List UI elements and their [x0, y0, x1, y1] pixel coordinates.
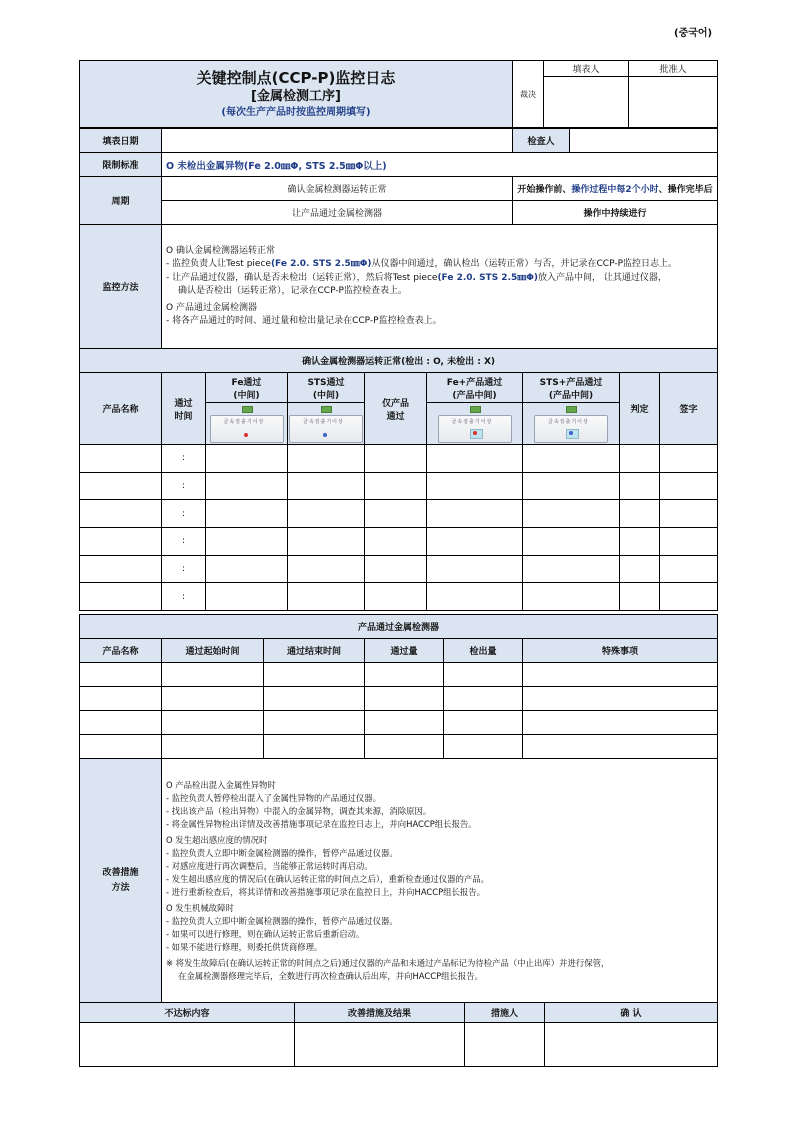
header-table	[79, 60, 718, 128]
approval-label: 裁决	[513, 61, 544, 128]
col-sts-product: STS+产品通过 (产品中间)	[523, 373, 620, 403]
col-fe: Fe通过 (中间)	[206, 373, 288, 403]
improve-body: O 产品检出混入金属性异物时 - 监控负责人暂停检出混入了金属性异物的产品通过仪器。 - 找出该产品（检出异物）中混入的金属异物，调查其来源，消除原因。 - 将金属性异物检出详情及改善措施事项记录在监控日志上，并向HACCP组长报告。 O 发生超出感应度的情况时 - 监控负责人立即中断金属检测器的操作，暂停产品通过仪器。 - 对感应度进行再次调整后，当能够正常运转时再启动。 - 发生超出感应度的情况后(在确认运转正常的时间点之后），重新检查通过仪器的产品。 - 进行重新检查后，将其详情和改善措施事项记录在监控日上，并向HACCP组长报告。 O 发生机械故障时 - 监控负责人立即中断金属检测器的操作，暂停产品通过仪器。 - 如果可以进行修理，则在确认运转正常后重新启动。 - 如果不能进行修理，则委托供货商修理。 ※ 将发生故障后(在确认运转正常的时间点之后)通过仪器的产品和未通过产品标记为待检产品（中止出库）并进行保管， 在金属检测器修理完毕后，全数进行再次检查确认后出库，并向HACCP组长报告。	[162, 759, 718, 1003]
sts-device-illustration: 금속검출기이상	[288, 403, 365, 445]
action-field[interactable]	[295, 1023, 465, 1067]
cycle-freq-2: 操作中持续进行	[513, 201, 718, 225]
confirm-field[interactable]	[545, 1023, 718, 1067]
table-row: :	[80, 472, 718, 500]
improve-table	[79, 758, 718, 1003]
fe-product-device-illustration: 금속검출기이상	[427, 403, 523, 445]
issue-field[interactable]	[80, 1023, 295, 1067]
filler-label: 填表人	[544, 61, 629, 77]
method-body: O 确认金属检测器运转正常 - 监控负责人让Test piece(Fe 2.0. STS 2.5㎜Φ)从仪器中间通过，确认检出（运转正常）与否，并记录在CCP-P监控日志上。 - 让产品通过仪器，确认是否未检出（运转正常），然后将Test piece(Fe 2.0. STS 2.5㎜Φ)放入产品中间， 让其通过仪器， 确认是否检出（运转正常），记录在CCP-P监控检查表上。 O 产品通过金属检测器 - 将各产品通过的时间、通过量和检出量记录在CCP-P监控检查表上。	[162, 225, 718, 349]
col-pass-product: 产品名称	[80, 639, 162, 663]
col-pass-special: 特殊事项	[523, 639, 718, 663]
inspector-label: 检查人	[513, 129, 570, 153]
sts-product-device-illustration: 금속검출기이상	[523, 403, 620, 445]
footer-table	[79, 1002, 718, 1067]
col-pass-qty: 通过量	[365, 639, 444, 663]
col-judge: 判定	[620, 373, 660, 445]
page-note: (每次生产产品时按监控周期填写)	[221, 107, 371, 118]
col-sign: 签字	[660, 373, 718, 445]
cycle-item-1: 确认金属检测器运转正常	[162, 177, 513, 201]
table-row	[80, 735, 718, 759]
limit-value: O 未检出金属异物(Fe 2.0㎜Φ, STS 2.5㎜Φ以上)	[162, 153, 718, 177]
table-row	[80, 663, 718, 687]
col-action: 改善措施及结果	[295, 1003, 465, 1023]
table-row: :	[80, 500, 718, 528]
check-section-title: 确认金属检测器运转正常(检出 : O, 未检出 : X)	[80, 349, 718, 373]
method-label: 监控方法	[80, 225, 162, 349]
table-row: :	[80, 583, 718, 611]
page-subtitle: [金属检测工序]	[251, 89, 341, 104]
filler-signature-box[interactable]	[544, 77, 629, 128]
col-product: 产品名称	[80, 373, 162, 445]
title-block	[80, 61, 513, 128]
col-pass-detect: 检出量	[444, 639, 523, 663]
col-person: 措施人	[465, 1003, 545, 1023]
table-row: :	[80, 555, 718, 583]
approver-signature-box[interactable]	[629, 77, 718, 128]
approver-label: 批准人	[629, 61, 718, 77]
fe-device-illustration: 금속검출기이상	[206, 403, 288, 445]
col-time: 通过 时间	[162, 373, 206, 445]
table-row	[80, 711, 718, 735]
date-field[interactable]	[162, 129, 513, 153]
improve-label: 改善措施 方法	[80, 759, 162, 1003]
date-label: 填表日期	[80, 129, 162, 153]
col-pass-start: 通过起始时间	[162, 639, 264, 663]
table-row: :	[80, 445, 718, 473]
col-issue: 不达标内容	[80, 1003, 295, 1023]
col-fe-product: Fe+产品通过 (产品中间)	[427, 373, 523, 403]
cycle-label: 周期	[80, 177, 162, 225]
col-pass-end: 通过结束时间	[264, 639, 365, 663]
person-field[interactable]	[465, 1023, 545, 1067]
table-row: :	[80, 528, 718, 556]
limit-label: 限制标准	[80, 153, 162, 177]
cycle-item-2: 让产品通过金属检测器	[162, 201, 513, 225]
col-product-only: 仅产品 通过	[365, 373, 427, 445]
page-title: 关键控制点(CCP-P)监控日志	[196, 69, 396, 87]
language-tag: (중국어)	[674, 28, 713, 39]
info-table	[79, 128, 718, 349]
col-confirm: 确 认	[545, 1003, 718, 1023]
pass-table	[79, 614, 718, 759]
check-table	[79, 348, 718, 611]
col-sts: STS通过 (中间)	[288, 373, 365, 403]
pass-section-title: 产品通过金属检测器	[80, 615, 718, 639]
inspector-field[interactable]	[570, 129, 718, 153]
table-row	[80, 687, 718, 711]
cycle-freq-1: 开始操作前、操作过程中每2个小时、操作完毕后	[513, 177, 718, 201]
